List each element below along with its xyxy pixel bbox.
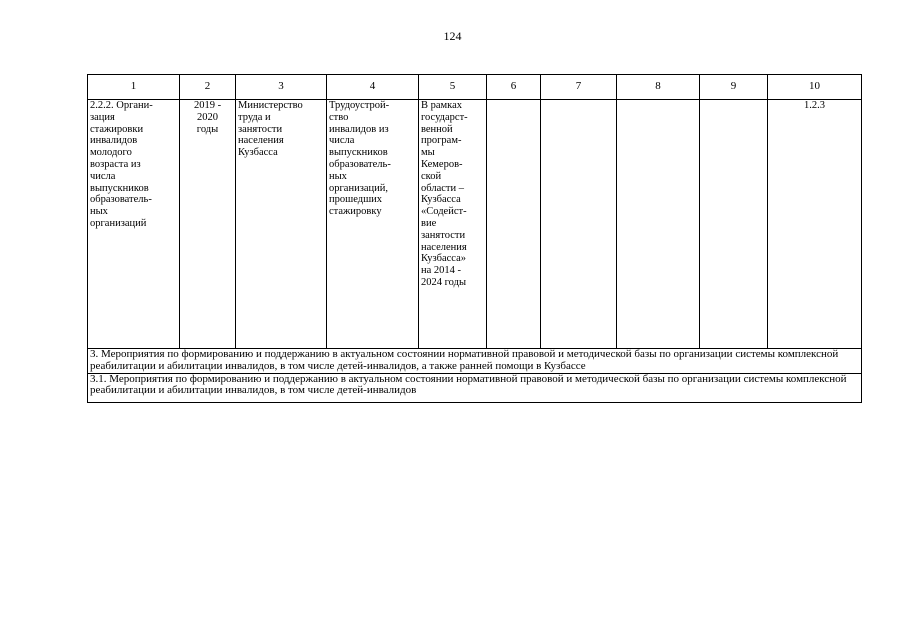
executor-cell: Министерство труда и занятости населения Кузбасса	[236, 100, 327, 349]
header-col-10: 10	[768, 75, 862, 100]
page-number: 124	[443, 29, 462, 43]
header-col-9: 9	[700, 75, 768, 100]
header-col-1: 1	[88, 75, 180, 100]
section-row	[88, 349, 862, 374]
header-col-5: 5	[419, 75, 487, 100]
funding-source-cell: В рамках государст- венной програм- мы Кемеров- ской области – Кузбасса «Содейст- вие занятости населения Кузбасса» на 2014 - 2024 годы	[419, 100, 487, 349]
header-col-6: 6	[487, 75, 541, 100]
col-8-cell	[617, 100, 700, 349]
table-row	[88, 100, 862, 349]
measures-table	[87, 74, 862, 403]
section-3-1-heading: 3.1. Мероприятия по формированию и поддержанию в актуальном состоянии нормативной правовой и методической базы по организации системы комплексной реабилитации и абилитации инвалидов, в том числе детей-инвалидов	[88, 373, 862, 402]
header-col-2: 2	[180, 75, 236, 100]
measure-name-cell: 2.2.2. Органи- зация стажировки инвалидов молодого возраста из числа выпускников образователь- ных организаций	[88, 100, 180, 349]
header-col-3: 3	[236, 75, 327, 100]
indicator-cell: Трудоустрой- ство инвалидов из числа выпускников образователь- ных организаций, прошедших стажировку	[327, 100, 419, 349]
col-6-cell	[487, 100, 541, 349]
col-9-cell	[700, 100, 768, 349]
col-7-cell	[541, 100, 617, 349]
header-col-7: 7	[541, 75, 617, 100]
period-cell: 2019 - 2020 годы	[180, 100, 236, 349]
subsection-row	[88, 373, 862, 402]
header-col-8: 8	[617, 75, 700, 100]
section-3-heading: 3. Мероприятия по формированию и поддержанию в актуальном состоянии нормативной правовой и методической базы по организации системы комплексной реабилитации и абилитации инвалидов, в том числе детей-инвалидов, а также ранней помощи в Кузбассе	[88, 349, 862, 374]
header-col-4: 4	[327, 75, 419, 100]
reference-cell: 1.2.3	[768, 100, 862, 349]
header-row	[88, 75, 862, 100]
